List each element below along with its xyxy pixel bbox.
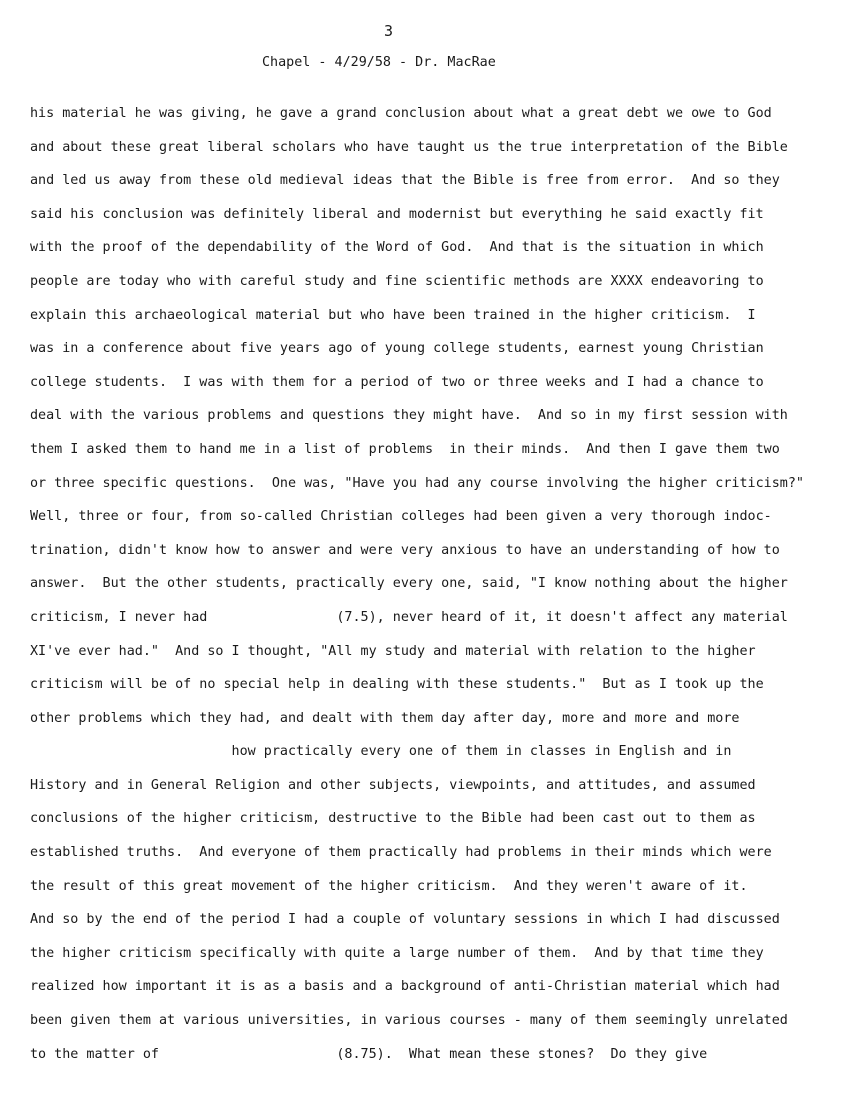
text-line: History and in General Religion and other subjects, viewpoints, and attitudes, and assumed bbox=[30, 777, 756, 793]
text-line: and about these great liberal scholars who have taught us the true interpretation of the Bible bbox=[30, 139, 788, 155]
text-line: or three specific questions. One was, "Have you had any course involving the higher criticism?" bbox=[30, 475, 804, 491]
text-line: was in a conference about five years ago of young college students, earnest young Christian bbox=[30, 341, 764, 357]
text-line: criticism will be of no special help in dealing with these students." But as I took up the bbox=[30, 677, 764, 693]
text-line: Well, three or four, from so-called Christian colleges had been given a very thorough indoc- bbox=[30, 509, 772, 525]
text-line: with the proof of the dependability of the Word of God. And that is the situation in which bbox=[30, 240, 764, 256]
document-body bbox=[30, 104, 830, 1078]
text-line: college students. I was with them for a period of two or three weeks and I had a chance to bbox=[30, 374, 764, 390]
text-line: deal with the various problems and questions they might have. And so in my first session with bbox=[30, 408, 788, 424]
text-line: and led us away from these old medieval ideas that the Bible is free from error. And so they bbox=[30, 173, 780, 189]
text-line: established truths. And everyone of them practically had problems in their minds which were bbox=[30, 845, 772, 861]
text-line: how practically every one of them in classes in English and in bbox=[30, 744, 732, 760]
text-line: realized how important it is as a basis and a background of anti-Christian material which had bbox=[30, 979, 780, 995]
text-line: people are today who with careful study and fine scientific methods are XXXX endeavoring to bbox=[30, 273, 764, 289]
text-line: And so by the end of the period I had a couple of voluntary sessions in which I had discussed bbox=[30, 912, 780, 928]
page-number: 3 bbox=[384, 22, 394, 40]
text-line: XI've ever had." And so I thought, "All my study and material with relation to the higher bbox=[30, 643, 756, 659]
text-line: to the matter of (8.75). What mean these stones? Do they give bbox=[30, 1046, 708, 1062]
text-line: the higher criticism specifically with quite a large number of them. And by that time they bbox=[30, 945, 764, 961]
text-line: other problems which they had, and dealt with them day after day, more and more and more bbox=[30, 710, 740, 726]
text-line: explain this archaeological material but who have been trained in the higher criticism. I bbox=[30, 307, 756, 323]
text-line: them I asked them to hand me in a list of problems in their minds. And then I gave them two bbox=[30, 441, 780, 457]
text-line: answer. But the other students, practically every one, said, "I know nothing about the higher bbox=[30, 576, 788, 592]
text-line: said his conclusion was definitely liberal and modernist but everything he said exactly fit bbox=[30, 206, 764, 222]
text-line: conclusions of the higher criticism, destructive to the Bible had been cast out to them as bbox=[30, 811, 756, 827]
page-header: Chapel - 4/29/58 - Dr. MacRae bbox=[262, 55, 496, 70]
text-line: the result of this great movement of the higher criticism. And they weren't aware of it. bbox=[30, 878, 748, 894]
text-line: criticism, I never had (7.5), never heard of it, it doesn't affect any material bbox=[30, 609, 788, 625]
text-line: been given them at various universities, in various courses - many of them seemingly unrelated bbox=[30, 1013, 788, 1029]
text-line: his material he was giving, he gave a grand conclusion about what a great debt we owe to God bbox=[30, 106, 772, 121]
text-line: trination, didn't know how to answer and were very anxious to have an understanding of how to bbox=[30, 542, 780, 558]
